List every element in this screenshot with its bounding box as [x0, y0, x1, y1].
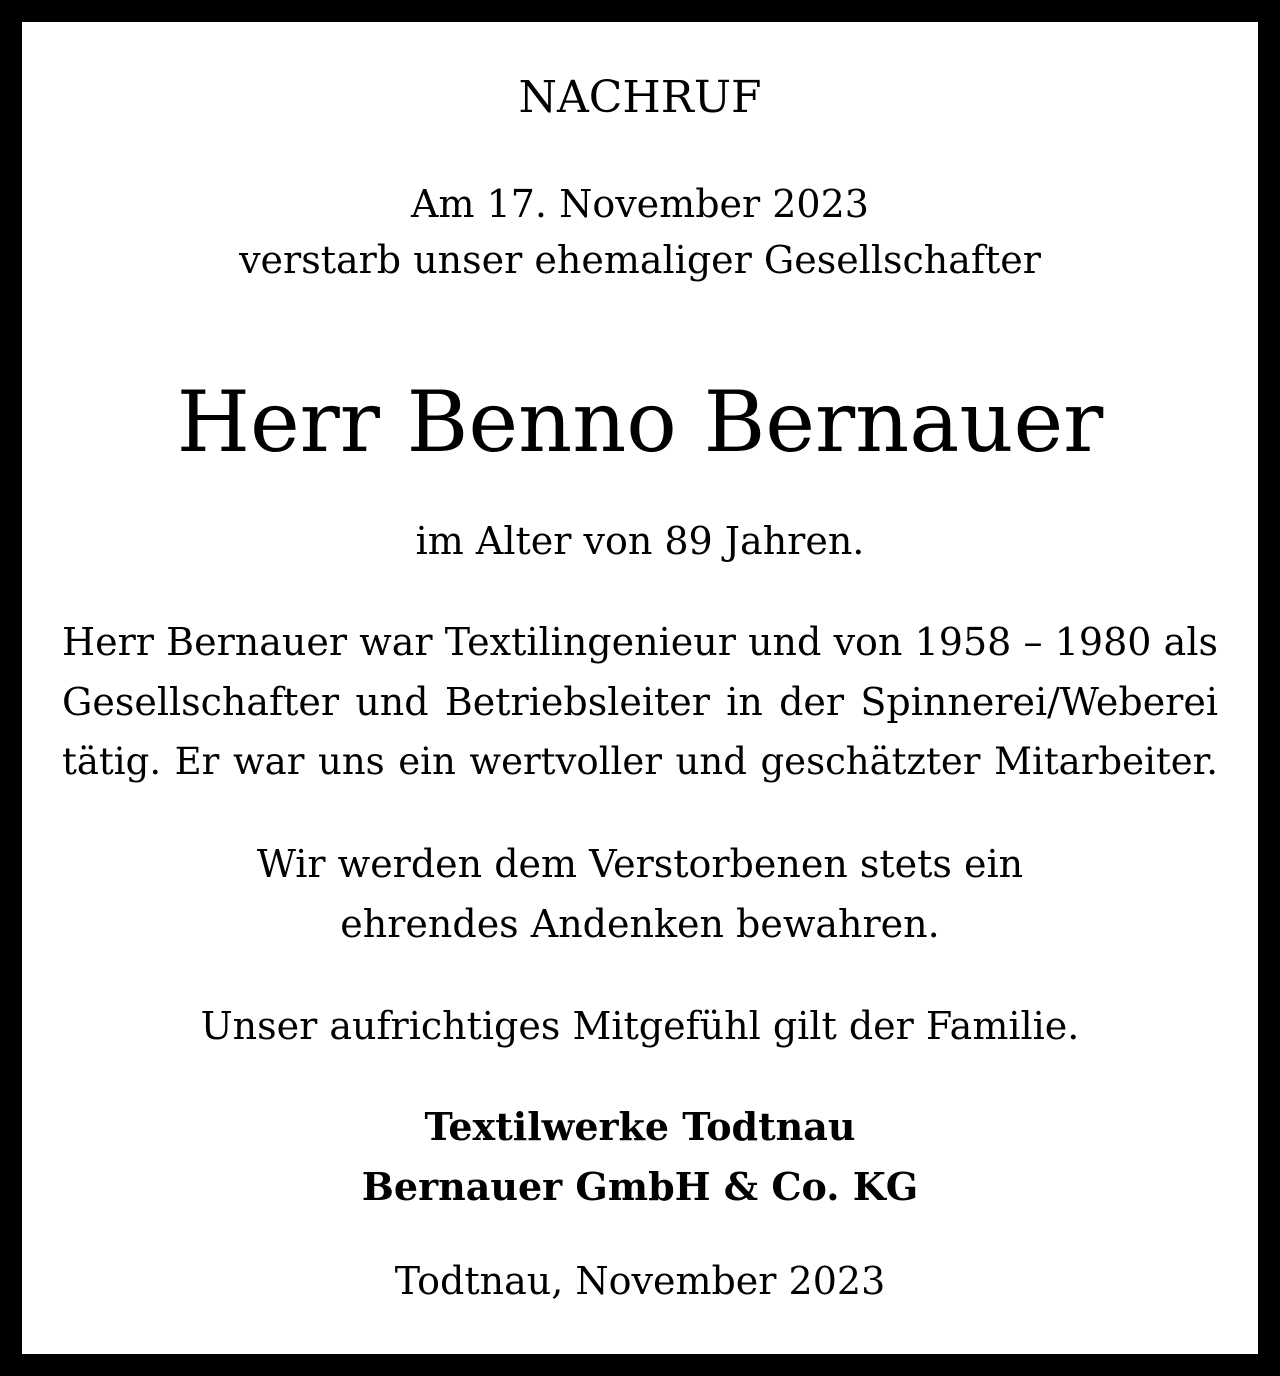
biography-line-1: Herr Bernauer war Textilingenieur und von 1958 – 1980 als	[62, 620, 1218, 664]
company-name-line-2: Bernauer GmbH & Co. KG	[361, 1164, 919, 1209]
remembrance-line-2: ehrendes Andenken bewahren.	[340, 902, 940, 946]
notice-heading: NACHRUF	[518, 72, 762, 123]
biography-paragraph	[62, 612, 1218, 792]
intro-line-date: Am 17. November 2023	[411, 182, 869, 226]
place-and-date: Todtnau, November 2023	[394, 1259, 886, 1303]
remembrance-text	[22, 834, 1258, 954]
sympathy-text: Unser aufrichtiges Mitgefühl gilt der Familie.	[200, 1004, 1080, 1048]
biography-line-2: Gesellschafter und Betriebsleiter in der Spinnerei/Weberei	[62, 680, 1218, 724]
age-text: im Alter von 89 Jahren.	[415, 519, 865, 563]
biography-line-3: tätig. Er war uns ein wertvoller und geschätzter Mitarbeiter.	[62, 740, 1218, 783]
intro-line-role: verstarb unser ehemaliger Gesellschafter	[239, 238, 1041, 282]
deceased-name: Herr Benno Bernauer	[176, 373, 1104, 471]
remembrance-line-1: Wir werden dem Verstorbenen stets ein	[256, 842, 1024, 886]
company-signature	[22, 1097, 1258, 1217]
company-name-line-1: Textilwerke Todtnau	[424, 1104, 856, 1149]
intro-text	[22, 176, 1258, 288]
